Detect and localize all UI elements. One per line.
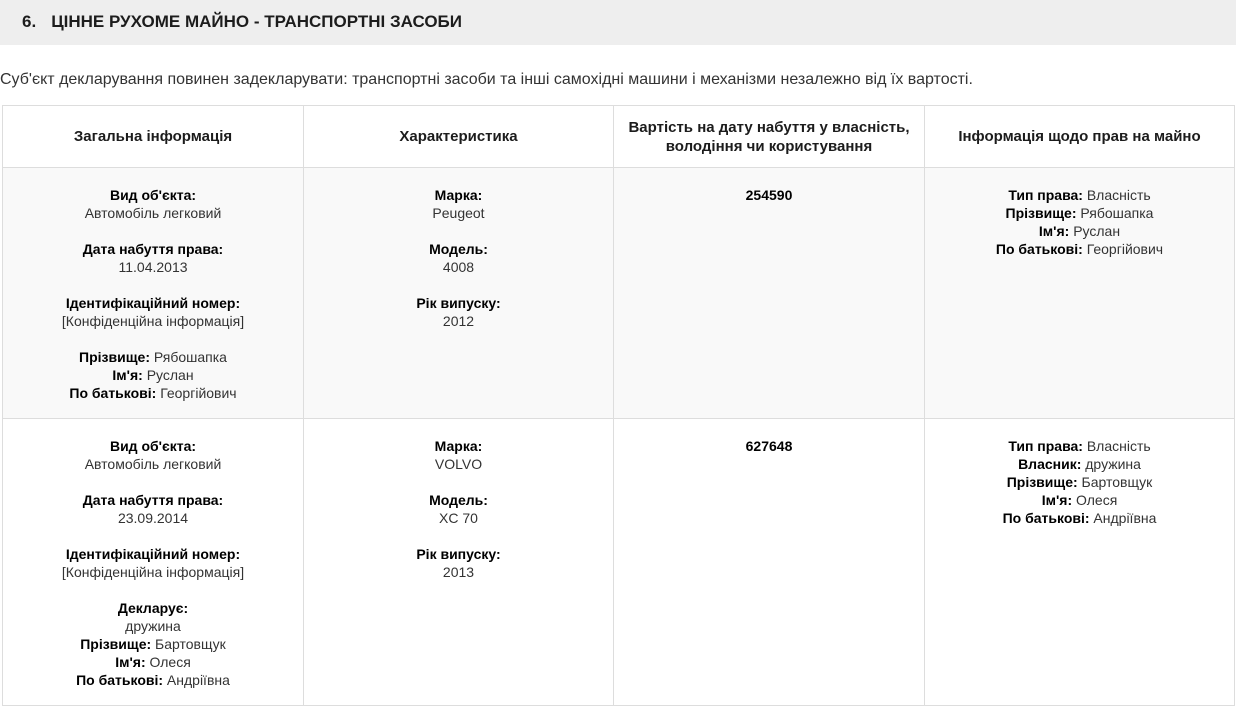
field-value: Олеся [149, 654, 191, 670]
table-row-vehicle-2 [3, 419, 1235, 706]
field-value: [Конфіденційна інформація] [61, 313, 245, 329]
field-acquisition-date [11, 240, 295, 276]
field-year [312, 294, 605, 330]
field-value: XC 70 [439, 510, 478, 526]
field-label: Модель: [429, 241, 488, 257]
field-label: Дата набуття права: [82, 492, 224, 508]
field-label: Ідентифікаційний номер: [65, 295, 241, 311]
field-value: Руслан [146, 367, 194, 383]
field-value: 2013 [442, 564, 475, 580]
field-label: Модель: [429, 492, 488, 508]
field-name [11, 366, 295, 384]
field-label: Прізвище: [79, 349, 150, 365]
column-header-characteristics: Характеристика [304, 106, 614, 168]
cell-general-info [3, 419, 304, 706]
field-value: 23.09.2014 [117, 510, 189, 526]
field-value: Peugeot [432, 205, 485, 221]
field-label: Прізвище: [80, 636, 152, 652]
field-label: Власник: [1018, 456, 1082, 472]
field-value: Власність [1086, 438, 1151, 454]
section-title: ЦІННЕ РУХОМЕ МАЙНО - ТРАНСПОРТНІ ЗАСОБИ [51, 12, 462, 31]
cell-value [614, 168, 925, 419]
field-value: VOLVO [434, 456, 483, 472]
field-value: 4008 [442, 259, 475, 275]
field-value: Руслан [1073, 223, 1121, 239]
field-value: дружина [125, 618, 181, 634]
column-header-value: Вартість на дату набуття у власність, володіння чи користування [614, 106, 925, 168]
field-right-type [933, 186, 1226, 204]
field-object-type [11, 437, 295, 473]
field-value: 11.04.2013 [118, 259, 188, 275]
field-acquisition-date [11, 491, 295, 527]
owner-name-group [11, 348, 295, 402]
field-patronymic [11, 384, 295, 402]
table-header-row [3, 106, 1235, 168]
field-label: Дата набуття права: [82, 241, 224, 257]
section-description: Суб'єкт декларування повинен задекларувати: транспортні засоби та інші самохідні машини і механізми незалежно від їх вартості. [0, 71, 973, 88]
vehicle-value: 627648 [745, 438, 793, 454]
field-value: Автомобіль легковий [84, 456, 222, 472]
field-surname [933, 204, 1226, 222]
field-year [312, 545, 605, 581]
field-brand [312, 186, 605, 222]
table-row-vehicle-1 [3, 168, 1235, 419]
field-label: По батькові: [1002, 510, 1090, 526]
cell-value [614, 419, 925, 706]
field-label: Марка: [434, 187, 483, 203]
field-model [312, 491, 605, 527]
cell-rights [925, 419, 1235, 706]
field-label: По батькові: [995, 241, 1083, 257]
field-value: Георгійович [160, 385, 237, 401]
field-id-number [11, 294, 295, 330]
field-label: Рік випуску: [416, 546, 501, 562]
field-label: Прізвище: [1005, 205, 1077, 221]
field-object-type [11, 186, 295, 222]
field-label: Ім'я: [112, 367, 143, 383]
column-header-rights: Інформація щодо прав на майно [925, 106, 1235, 168]
field-label: Ім'я: [1038, 223, 1070, 239]
field-value: Георгійович [1086, 241, 1164, 257]
field-brand [312, 437, 605, 473]
field-label: Ім'я: [115, 654, 146, 670]
field-value: [Конфіденційна інформація] [61, 564, 245, 580]
section-header [0, 0, 1236, 45]
field-value: Автомобіль легковий [84, 205, 222, 221]
field-value: Власність [1086, 187, 1151, 203]
field-surname [11, 635, 295, 653]
section-number: 6. [22, 12, 37, 31]
field-surname [933, 473, 1226, 491]
field-value: Олеся [1076, 492, 1118, 508]
field-label: Рік випуску: [416, 295, 501, 311]
field-label: Вид об'єкта: [109, 187, 197, 203]
column-header-general-info: Загальна інформація [3, 106, 304, 168]
field-value: дружина [1085, 456, 1141, 472]
field-value: Рябошапка [1080, 205, 1154, 221]
field-model [312, 240, 605, 276]
field-label: Декларує: [117, 600, 189, 616]
vehicle-value: 254590 [745, 187, 793, 203]
vehicles-table [2, 105, 1235, 706]
field-name [933, 222, 1226, 240]
field-right-type [933, 437, 1226, 455]
field-patronymic [933, 509, 1226, 527]
field-value: Бартовщук [1081, 474, 1153, 490]
field-label: Прізвище: [1006, 474, 1078, 490]
field-name [11, 653, 295, 671]
field-label: Тип права: [1008, 438, 1083, 454]
field-value: Андріївна [166, 672, 230, 688]
cell-characteristics [304, 168, 614, 419]
field-value: Бартовщук [155, 636, 226, 652]
cell-general-info [3, 168, 304, 419]
field-label: Марка: [434, 438, 483, 454]
field-label: Тип права: [1008, 187, 1083, 203]
field-label: Ім'я: [1041, 492, 1073, 508]
cell-characteristics [304, 419, 614, 706]
field-value: 2012 [442, 313, 475, 329]
field-patronymic [933, 240, 1226, 258]
field-patronymic [11, 671, 295, 689]
declarant-group [11, 599, 295, 689]
field-value: Андріївна [1093, 510, 1157, 526]
field-surname [11, 348, 295, 366]
field-name [933, 491, 1226, 509]
field-label: Вид об'єкта: [109, 438, 197, 454]
field-label: По батькові: [76, 672, 164, 688]
field-label: По батькові: [69, 385, 157, 401]
cell-rights [925, 168, 1235, 419]
field-value: Рябошапка [153, 349, 227, 365]
field-label: Ідентифікаційний номер: [65, 546, 241, 562]
field-owner [933, 455, 1226, 473]
field-id-number [11, 545, 295, 581]
